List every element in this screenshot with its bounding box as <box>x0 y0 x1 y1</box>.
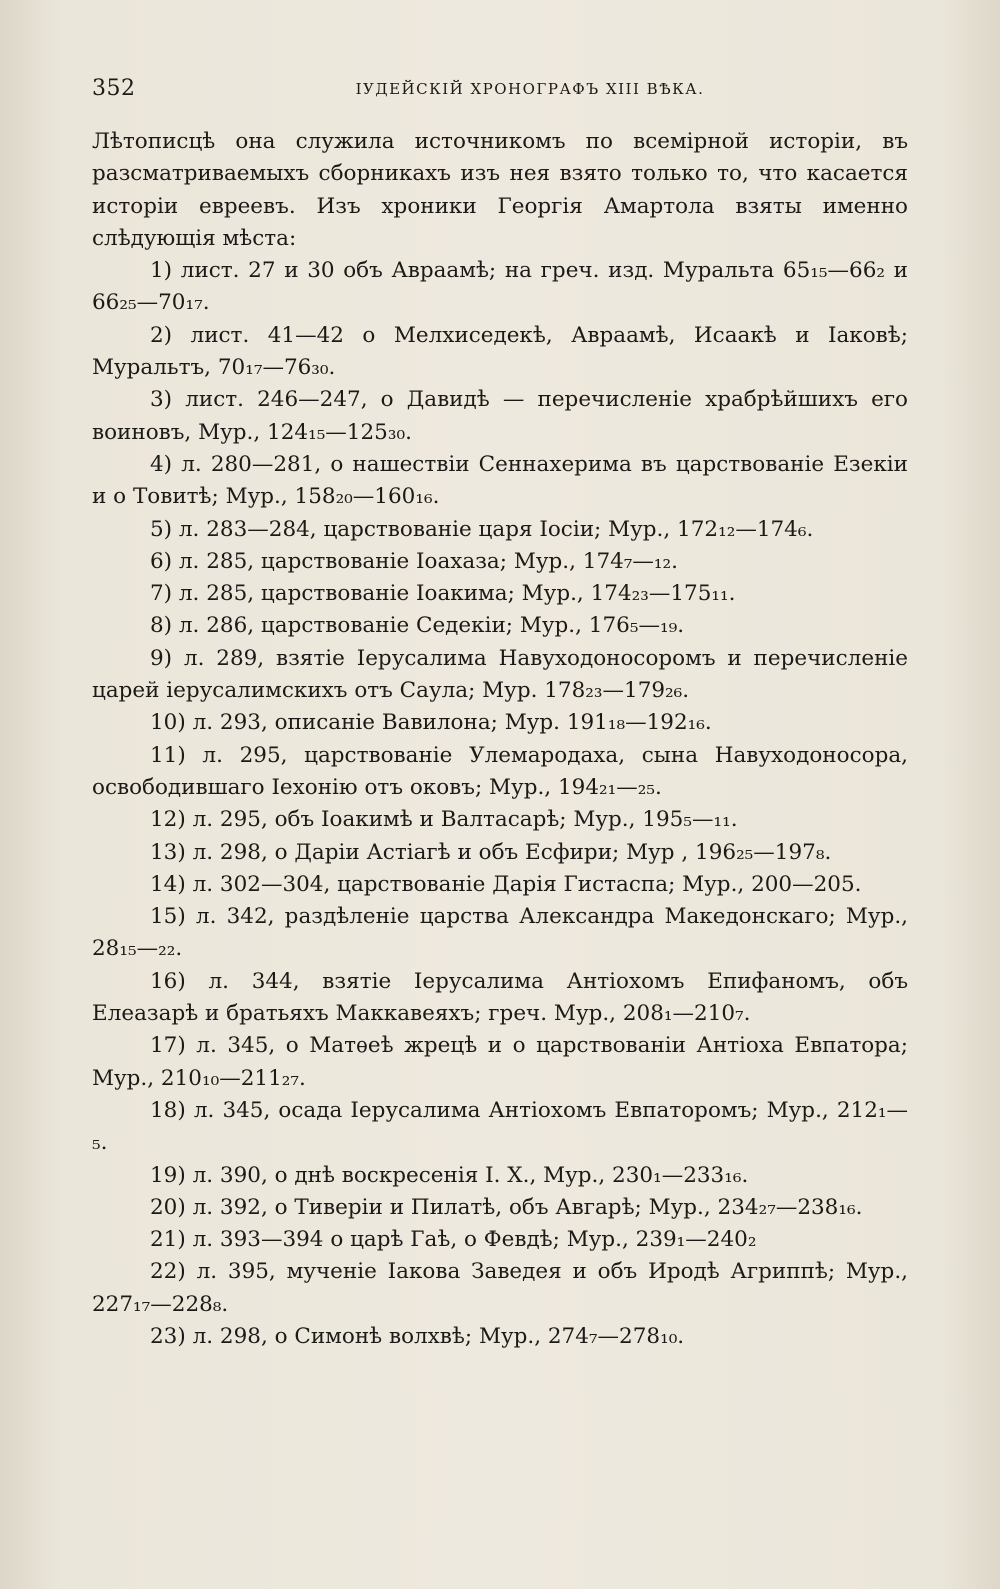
list-item: 8) л. 286, царствованіе Седекіи; Мур., 176₅—₁₉. <box>150 613 685 639</box>
running-title: ІУДЕЙСКІЙ ХРОНОГРАФЪ XIII ВѢКА. <box>355 80 705 98</box>
list-item: 14) л. 302—304, царствованіе Дарія Гистаспа; Мур., 200—205. <box>150 871 862 897</box>
list-item: 21) л. 393—394 о царѣ Гаѣ, о Февдѣ; Мур., 239₁—240₂ <box>150 1227 757 1253</box>
page-number: 352 <box>92 76 136 101</box>
list-item: 16) л. 344, взятіе Іерусалима Антіохомъ Епифаномъ, объ Елеазарѣ и братьяхъ Маккавеяхъ; греч. Мур., 208₁—210₇. <box>92 968 908 1027</box>
list-item: 11) л. 295, царствованіе Улемародаха, сына Навуходоносора, освободившаго Іехонію отъ оковъ; Мур., 194₂₁—₂₅. <box>92 742 908 800</box>
list-item: 19) л. 390, о днѣ воскресенія І. Х., Мур., 230₁—233₁₆. <box>150 1162 749 1188</box>
list-item: 18) л. 345, осада Іерусалима Антіохомъ Евпаторомъ; Мур., 212₁—₅. <box>92 1097 908 1156</box>
intro-paragraph: Лѣтописцѣ она служила источникомъ по всемірной исторіи, въ разсматриваемыхъ сборникахъ изъ нея взято только то, что касается исторіи евреевъ. Изъ хроники Георгія Амартола взяты именно слѣдующія мѣста: <box>92 129 908 251</box>
list-item: 23) л. 298, о Симонѣ волхвѣ; Мур., 274₇—278₁₀. <box>150 1323 685 1349</box>
list-item: 15) л. 342, раздѣленіе царства Александра Македонскаго; Мур., 28₁₅—₂₂. <box>92 904 908 962</box>
list-item: 10) л. 293, описаніе Вавилона; Мур. 191₁₈—192₁₆. <box>150 710 712 736</box>
list-item: 4) л. 280—281, о нашествіи Сеннахерима въ царствованіе Езекіи и о Товитѣ; Мур., 158₂₀—160₁₆. <box>92 451 908 510</box>
list-item: 1) лист. 27 и 30 объ Авраамѣ; на греч. изд. Муральта 65₁₅—66₂ и 66₂₅—70₁₇. <box>92 258 908 316</box>
list-item: 7) л. 285, царствованіе Іоакима; Мур., 174₂₃—175₁₁. <box>150 581 736 607</box>
page-header <box>92 76 908 106</box>
list-item: 17) л. 345, о Матѳеѣ жрецѣ и о царствованіи Антіоха Евпатора; Мур., 210₁₀—211₂₇. <box>92 1033 908 1091</box>
list-item: 9) л. 289, взятіе Іерусалима Навуходоносоромъ и перечисленіе царей іерусалимскихъ отъ Саула; Мур. 178₂₃—179₂₆. <box>92 645 908 704</box>
list-item: 12) л. 295, объ Іоакимѣ и Валтасарѣ; Мур., 195₅—₁₁. <box>150 807 738 833</box>
main-text <box>92 126 908 1353</box>
list-item: 20) л. 392, о Тиверіи и Пилатѣ, объ Авгарѣ; Мур., 234₂₇—238₁₆. <box>150 1194 863 1220</box>
list-item: 3) лист. 246—247, о Давидѣ — перечисленіе храбрѣйшихъ его воиновъ, Мур., 124₁₅—125₃₀. <box>92 387 908 445</box>
list-item: 2) лист. 41—42 о Мелхиседекѣ, Авраамѣ, Исаакѣ и Іаковѣ; Муральтъ, 70₁₇—76₃₀. <box>92 322 908 381</box>
list-item: 22) л. 395, мученіе Іакова Заведея и объ Иродѣ Агриппѣ; Мур., 227₁₇—228₈. <box>92 1259 908 1317</box>
list-item: 13) л. 298, о Даріи Астіагѣ и объ Есфири; Мур , 196₂₅—197₈. <box>150 839 832 865</box>
list-item: 6) л. 285, царствованіе Іоахаза; Мур., 174₇—₁₂. <box>150 548 678 574</box>
list-item: 5) л. 283—284, царствованіе царя Іосіи; Мур., 172₁₂—174₆. <box>150 516 814 542</box>
